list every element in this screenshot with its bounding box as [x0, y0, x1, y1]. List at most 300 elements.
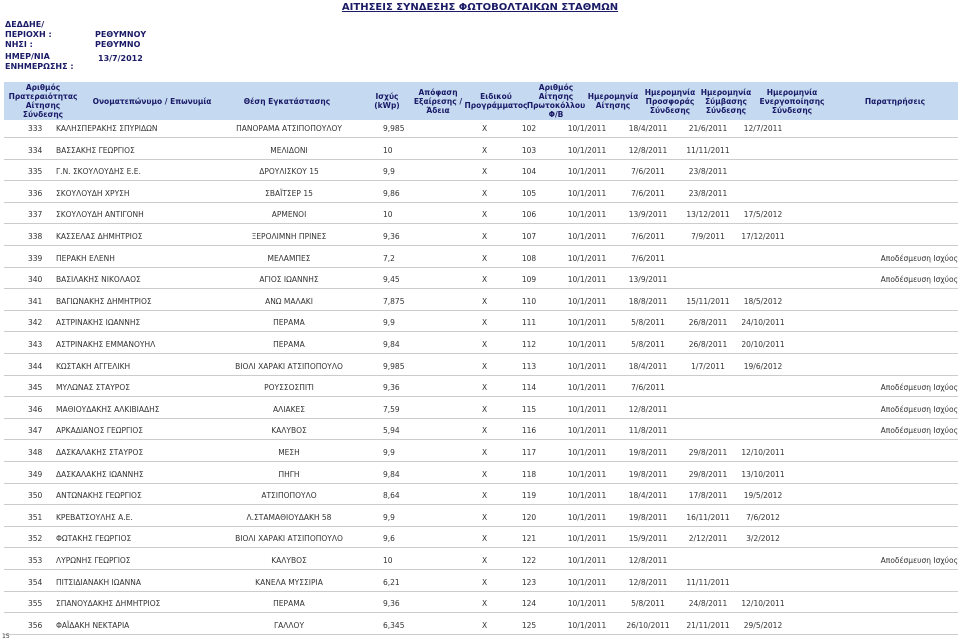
cell-d1: 10/1/2011	[567, 124, 607, 133]
cell-d1: 10/1/2011	[567, 253, 607, 263]
cell-d2: 18/4/2011	[628, 491, 668, 501]
cell-kw: 5,94	[383, 426, 400, 436]
cell-d3: 21/11/2011	[686, 620, 730, 630]
region-label: ΠΕΡΙΟΧΗ :	[5, 30, 52, 39]
cell-kw: 9,36	[383, 383, 400, 393]
table-row	[4, 595, 958, 613]
cell-d2: 7/6/2011	[631, 232, 665, 241]
table-row	[4, 293, 958, 311]
cell-d1: 10/1/2011	[567, 491, 607, 501]
cell-d1: 10/1/2011	[567, 512, 607, 522]
col-priority: Αριθμός Πρατεραιότητας Αίτησης Σύνδεσης	[8, 83, 78, 119]
cell-x: X	[482, 404, 488, 414]
cell-ei: 117	[521, 448, 537, 457]
cell-d1: 10/1/2011	[567, 426, 607, 436]
row-divider	[4, 137, 958, 138]
cell-note: Αποδέσμευση Ισχύος	[880, 426, 958, 436]
cell-d3: 21/6/2011	[688, 124, 728, 133]
table-row	[4, 228, 958, 246]
cell-d4: 20/10/2011	[741, 340, 785, 349]
cell-d1: 10/1/2011	[567, 232, 607, 241]
cell-ei: 104	[521, 167, 537, 177]
cell-note: Αποδέσμευση Ισχύος	[880, 404, 958, 414]
row-divider	[4, 418, 958, 419]
cell-loc: ΑΡΜΕΝΟΙ	[271, 210, 307, 220]
row-divider	[4, 547, 958, 548]
cell-x: X	[482, 512, 488, 522]
cell-d2: 15/9/2011	[628, 534, 668, 544]
cell-ei: 123	[521, 577, 537, 587]
cell-ei: 111	[521, 318, 537, 328]
cell-loc: ΜΕΛΙΔΟΝΙ	[270, 145, 308, 155]
cell-ei: 118	[521, 469, 537, 479]
cell-name: ΔΑΣΚΑΛΑΚΗΣ ΣΤΑΥΡΟΣ	[56, 448, 144, 457]
cell-no: 347	[28, 426, 43, 436]
cell-no: 345	[28, 383, 43, 393]
cell-d1: 10/1/2011	[567, 210, 607, 220]
cell-loc: ΚΑΝΕΛΑ ΜΥΣΣΙΡΙΑ	[255, 577, 323, 587]
cell-d4: 19/5/2012	[743, 491, 783, 501]
cell-loc: ΠΕΡΑΜΑ	[273, 599, 305, 609]
cell-d1: 10/1/2011	[567, 167, 607, 177]
cell-x: X	[482, 534, 488, 544]
meta-island	[5, 40, 140, 50]
cell-d4: 17/5/2012	[743, 210, 783, 220]
table-row	[4, 358, 958, 376]
row-divider	[4, 288, 958, 289]
cell-d1: 10/1/2011	[567, 296, 607, 306]
table-row	[4, 444, 958, 462]
table-row	[4, 552, 958, 570]
island-label: ΝΗΣΙ :	[5, 40, 33, 49]
row-divider	[4, 159, 958, 160]
cell-loc: ΓΑΛΛΟΥ	[273, 620, 305, 630]
cell-loc: ΡΟΥΣΣΟΣΠΙΤΙ	[264, 383, 314, 393]
cell-kw: 7,59	[383, 404, 400, 414]
cell-d3: 24/8/2011	[688, 599, 728, 609]
cell-d3: 7/9/2011	[691, 232, 725, 241]
cell-loc: ΚΑΛΥΒΟΣ	[271, 556, 307, 565]
table-row	[4, 314, 958, 332]
cell-kw: 9,6	[383, 534, 395, 544]
cell-no: 356	[28, 620, 43, 630]
cell-ei: 120	[521, 512, 537, 522]
row-divider	[4, 591, 958, 592]
cell-loc: ΣΒΑΪΤΣΕΡ 15	[265, 188, 313, 198]
cell-name: ΑΡΚΑΔΙΑΝΟΣ ΓΕΩΡΓΙΟΣ	[56, 426, 144, 436]
table-row	[4, 617, 958, 635]
cell-loc: ΜΕΛΑΜΠΕΣ	[267, 253, 311, 263]
cell-x: X	[482, 448, 488, 457]
cell-ei: 119	[521, 491, 537, 501]
cell-no: 342	[28, 318, 43, 328]
table-row	[4, 574, 958, 592]
cell-kw: 9,9	[383, 318, 395, 328]
cell-d1: 10/1/2011	[567, 577, 607, 587]
col-application-date: Ημερομηνία Αίτησης	[587, 92, 639, 110]
cell-d4: 3/2/2012	[746, 534, 780, 544]
row-divider	[4, 331, 958, 332]
table-row	[4, 185, 958, 203]
cell-loc: ΑΛΙΑΚΕΣ	[273, 404, 305, 414]
cell-d2: 13/9/2011	[628, 210, 668, 220]
cell-d3: 13/12/2011	[686, 210, 730, 220]
cell-d1: 10/1/2011	[567, 534, 607, 544]
cell-kw: 7,2	[383, 253, 395, 263]
table-row	[4, 509, 958, 527]
cell-d2: 18/4/2011	[628, 361, 668, 371]
cell-d4: 18/5/2012	[743, 296, 783, 306]
cell-kw: 6,21	[383, 577, 400, 587]
table-row	[4, 379, 958, 397]
cell-kw: 9,985	[383, 124, 405, 133]
cell-name: ΣΠΑΝΟΥΔΑΚΗΣ ΔΗΜΗΤΡΙΟΣ	[56, 599, 161, 609]
cell-loc: ΜΕΣΗ	[278, 448, 300, 457]
cell-loc: ΠΕΡΑΜΑ	[273, 318, 305, 328]
cell-x: X	[482, 491, 488, 501]
cell-no: 355	[28, 599, 43, 609]
cell-d1: 10/1/2011	[567, 620, 607, 630]
cell-x: X	[482, 599, 488, 609]
table-row	[4, 466, 958, 484]
row-divider	[4, 504, 958, 505]
cell-no: 344	[28, 361, 43, 371]
cell-kw: 9,9	[383, 167, 395, 177]
cell-loc: ΑΝΩ ΜΑΛΑΚΙ	[265, 296, 313, 306]
cell-ei: 103	[521, 145, 537, 155]
cell-d1: 10/1/2011	[567, 361, 607, 371]
cell-no: 339	[28, 253, 43, 263]
cell-ei: 122	[521, 556, 537, 565]
cell-no: 341	[28, 296, 43, 306]
col-location: Θέση Εγκατάστασης	[243, 96, 331, 106]
cell-note: Αποδέσμευση Ισχύος	[880, 275, 958, 285]
document-title: ΑΙΤΗΣΕΙΣ ΣΥΝΔΕΣΗΣ ΦΩΤΟΒΟΛΤΑΙΚΩΝ ΣΤΑΘΜΩΝ	[341, 2, 619, 13]
cell-d4: 17/12/2011	[741, 232, 785, 241]
cell-d1: 10/1/2011	[567, 448, 607, 457]
cell-ei: 124	[521, 599, 537, 609]
cell-d2: 7/6/2011	[631, 253, 665, 263]
cell-kw: 7,875	[383, 296, 405, 306]
cell-note: Αποδέσμευση Ισχύος	[880, 556, 958, 565]
cell-name: ΑΣΤΡΙΝΑΚΗΣ ΕΜΜΑΝΟΥΗΛ	[56, 340, 156, 349]
col-activation-date: Ημερομηνία Ενεργοποίησης Σύνδεσης	[759, 87, 825, 115]
col-remarks: Παρατηρήσεις	[864, 96, 926, 106]
table-row	[4, 250, 958, 268]
row-divider	[4, 612, 958, 613]
col-offer-date: Ημερομηνία Προσφοράς Σύνδεσης	[644, 87, 696, 115]
cell-name: ΒΑΓΙΩΝΑΚΗΣ ΔΗΜΗΤΡΙΟΣ	[56, 296, 152, 306]
cell-kw: 10	[383, 556, 393, 565]
cell-loc: ΠΑΝΟΡΑΜΑ ΑΤΣΙΠΟΠΟΥΛΟΥ	[236, 124, 342, 133]
cell-kw: 9,45	[383, 275, 400, 285]
cell-d3: 16/11/2011	[686, 512, 730, 522]
cell-name: ΒΑΣΙΛΑΚΗΣ ΝΙΚΟΛΑΟΣ	[56, 275, 141, 285]
cell-d2: 12/8/2011	[628, 577, 668, 587]
cell-d3: 26/8/2011	[688, 340, 728, 349]
island-value: ΡΕΘΥΜΝΟ	[95, 40, 141, 49]
cell-name: Γ.Ν. ΣΚΟΥΛΟΥΔΗΣ Ε.Ε.	[56, 167, 141, 177]
cell-d4: 19/6/2012	[743, 361, 783, 371]
cell-d3: 17/8/2011	[688, 491, 728, 501]
cell-ei: 105	[521, 188, 537, 198]
cell-name: ΦΑΪΔΑΚΗ ΝΕΚΤΑΡΙΑ	[56, 620, 130, 630]
row-divider	[4, 245, 958, 246]
row-divider	[4, 267, 958, 268]
cell-kw: 9,9	[383, 448, 395, 457]
cell-x: X	[482, 383, 488, 393]
cell-ei: 109	[521, 275, 537, 285]
cell-d2: 5/8/2011	[631, 318, 665, 328]
cell-kw: 9,36	[383, 599, 400, 609]
cell-no: 346	[28, 404, 43, 414]
cell-x: X	[482, 620, 488, 630]
cell-x: X	[482, 210, 488, 220]
cell-d3: 26/8/2011	[688, 318, 728, 328]
cell-no: 334	[28, 145, 43, 155]
cell-x: X	[482, 556, 488, 565]
cell-d2: 19/8/2011	[628, 448, 668, 457]
cell-no: 335	[28, 167, 43, 177]
cell-loc: ΔΡΟΥΛΙΣΚΟΥ 15	[259, 167, 319, 177]
cell-d2: 12/8/2011	[628, 404, 668, 414]
cell-d4: 12/10/2011	[741, 599, 785, 609]
meta-department	[5, 20, 44, 30]
col-contract-date: Ημερομηνία Σύμβασης Σύνδεσης	[700, 87, 752, 115]
cell-x: X	[482, 361, 488, 371]
region-value: ΡΕΘΥΜΝΟΥ	[95, 30, 147, 39]
cell-ei: 107	[521, 232, 537, 241]
row-divider	[4, 461, 958, 462]
cell-loc: ΑΓΙΟΣ ΙΩΑΝΝΗΣ	[259, 275, 319, 285]
cell-kw: 8,64	[383, 491, 400, 501]
cell-x: X	[482, 124, 488, 133]
cell-d2: 12/8/2011	[628, 145, 668, 155]
cell-name: ΑΣΤΡΙΝΑΚΗΣ ΙΩΑΝΝΗΣ	[56, 318, 141, 328]
table-row	[4, 120, 958, 138]
cell-ei: 110	[521, 296, 537, 306]
cell-d2: 18/8/2011	[628, 296, 668, 306]
table-row	[4, 336, 958, 354]
cell-x: X	[482, 167, 488, 177]
cell-d3: 23/8/2011	[688, 167, 728, 177]
meta-date-label	[5, 52, 74, 72]
cell-note: Αποδέσμευση Ισχύος	[880, 253, 958, 263]
cell-no: 353	[28, 556, 43, 565]
cell-no: 340	[28, 275, 43, 285]
cell-d4: 29/5/2012	[743, 620, 783, 630]
cell-ei: 113	[521, 361, 537, 371]
cell-d2: 19/8/2011	[628, 512, 668, 522]
cell-name: ΠΕΡΑΚΗ ΕΛΕΝΗ	[56, 253, 115, 263]
date-label-line2: ΕΝΗΜΕΡΩΣΗΣ :	[5, 62, 74, 71]
cell-no: 333	[28, 124, 43, 133]
cell-ei: 102	[521, 124, 537, 133]
cell-kw: 9,86	[383, 188, 400, 198]
cell-d2: 5/8/2011	[631, 599, 665, 609]
cell-ei: 106	[521, 210, 537, 220]
page-number: 15	[2, 633, 10, 640]
cell-d2: 7/6/2011	[631, 167, 665, 177]
cell-ei: 112	[521, 340, 537, 349]
cell-d2: 18/4/2011	[628, 124, 668, 133]
cell-d2: 5/8/2011	[631, 340, 665, 349]
cell-no: 343	[28, 340, 43, 349]
cell-no: 354	[28, 577, 43, 587]
cell-x: X	[482, 296, 488, 306]
cell-d2: 26/10/2011	[626, 620, 670, 630]
cell-name: ΚΡΕΒΑΤΣΟΥΛΗΣ Α.Ε.	[56, 512, 133, 522]
department-label: ΔΕΔΔΗΕ/	[5, 20, 45, 29]
table-row	[4, 163, 958, 181]
table-row	[4, 422, 958, 440]
cell-d2: 12/8/2011	[628, 556, 668, 565]
cell-d3: 11/11/2011	[686, 577, 730, 587]
cell-ei: 108	[521, 253, 537, 263]
cell-name: ΠΙΤΣΙΔΙΑΝΑΚΗ ΙΩΑΝΝΑ	[56, 577, 141, 587]
cell-d1: 10/1/2011	[567, 383, 607, 393]
cell-name: ΜΑΘΙΟΥΔΑΚΗΣ ΑΛΚΙΒΙΑΔΗΣ	[56, 404, 160, 414]
cell-loc: ΠΕΡΑΜΑ	[273, 340, 305, 349]
cell-name: ΛΥΡΩΝΗΣ ΓΕΩΡΓΙΟΣ	[56, 556, 131, 565]
row-divider	[4, 569, 958, 570]
cell-d3: 29/8/2011	[688, 469, 728, 479]
cell-x: X	[482, 340, 488, 349]
row-divider	[4, 223, 958, 224]
cell-x: X	[482, 426, 488, 436]
cell-loc: ΠΗΓΗ	[278, 469, 300, 479]
cell-d1: 10/1/2011	[567, 275, 607, 285]
cell-no: 336	[28, 188, 43, 198]
cell-loc: ΞΕΡΟΛΙΜΝΗ ΠΡΙΝΕΣ	[251, 232, 327, 241]
cell-name: ΜΥΛΩΝΑΣ ΣΤΑΥΡΟΣ	[56, 383, 130, 393]
cell-d1: 10/1/2011	[567, 188, 607, 198]
cell-d3: 23/8/2011	[688, 188, 728, 198]
cell-d2: 13/9/2011	[628, 275, 668, 285]
row-divider	[4, 396, 958, 397]
cell-ei: 114	[521, 383, 537, 393]
cell-kw: 6,345	[383, 620, 405, 630]
cell-name: ΚΩΣΤΑΚΗ ΑΓΓΕΛΙΚΗ	[56, 361, 131, 371]
cell-ei: 116	[521, 426, 537, 436]
cell-d1: 10/1/2011	[567, 318, 607, 328]
col-special-program: Ειδικού Προγράμματος	[464, 92, 528, 110]
cell-x: X	[482, 577, 488, 587]
cell-d2: 7/6/2011	[631, 188, 665, 198]
table-row	[4, 530, 958, 548]
cell-kw: 10	[383, 210, 393, 220]
cell-d4: 12/7/2011	[743, 124, 783, 133]
cell-d4: 7/6/2012	[746, 512, 780, 522]
cell-d1: 10/1/2011	[567, 340, 607, 349]
cell-x: X	[482, 469, 488, 479]
date-label-line1: ΗΜΕΡ/ΝΙΑ	[5, 52, 50, 61]
cell-d4: 12/10/2011	[741, 448, 785, 457]
cell-d3: 2/12/2011	[688, 534, 728, 544]
table-row	[4, 271, 958, 289]
cell-d1: 10/1/2011	[567, 469, 607, 479]
cell-name: ΒΑΣΣΑΚΗΣ ΓΕΩΡΓΙΟΣ	[56, 145, 135, 155]
cell-x: X	[482, 232, 488, 241]
cell-no: 350	[28, 491, 43, 501]
row-divider	[4, 483, 958, 484]
meta-region	[5, 30, 146, 40]
row-divider	[4, 375, 958, 376]
cell-d1: 10/1/2011	[567, 404, 607, 414]
cell-loc: Λ.ΣΤΑΜΑΘΙΟΥΔΑΚΗ 58	[246, 512, 332, 522]
row-divider	[4, 310, 958, 311]
update-date-value: 13/7/2012	[98, 54, 143, 63]
table-row	[4, 206, 958, 224]
cell-no: 352	[28, 534, 43, 544]
cell-d2: 19/8/2011	[628, 469, 668, 479]
cell-ei: 115	[521, 404, 537, 414]
cell-ei: 121	[521, 534, 537, 544]
cell-x: X	[482, 275, 488, 285]
row-divider	[4, 202, 958, 203]
cell-kw: 9,9	[383, 512, 395, 522]
cell-no: 348	[28, 448, 43, 457]
cell-ei: 125	[521, 620, 537, 630]
cell-loc: ΑΤΣΙΠΟΠΟΥΛΟ	[261, 491, 317, 501]
cell-no: 351	[28, 512, 43, 522]
col-protocol-number: Αριθμός Αίτησης Πρωτοκόλλου Φ/Β	[526, 83, 586, 119]
cell-no: 338	[28, 232, 43, 241]
cell-x: X	[482, 318, 488, 328]
cell-x: X	[482, 188, 488, 198]
cell-d1: 10/1/2011	[567, 599, 607, 609]
cell-kw: 9,36	[383, 232, 400, 241]
cell-d3: 29/8/2011	[688, 448, 728, 457]
table-row	[4, 487, 958, 505]
col-exemption: Απόφαση Εξαίρεσης / Άδεια	[413, 87, 463, 115]
cell-name: ΔΑΣΚΑΛΑΚΗΣ ΙΩΑΝΝΗΣ	[56, 469, 144, 479]
cell-d2: 7/6/2011	[631, 383, 665, 393]
cell-loc: ΒΙΟΛΙ ΧΑΡΑΚΙ ΑΤΣΙΠΟΠΟΥΛΟ	[235, 361, 343, 371]
cell-name: ΣΚΟΥΛΟΥΔΗ ΑΝΤΙΓΟΝΗ	[56, 210, 144, 220]
cell-d4: 24/10/2011	[741, 318, 785, 328]
cell-kw: 9,985	[383, 361, 405, 371]
col-name: Ονοματεπώνυμο / Επωνυμία	[92, 96, 212, 106]
cell-name: ΚΑΣΣΕΛΑΣ ΔΗΜΗΤΡΙΟΣ	[56, 232, 143, 241]
cell-no: 349	[28, 469, 43, 479]
table-row	[4, 142, 958, 160]
cell-d1: 10/1/2011	[567, 556, 607, 565]
cell-name: ΦΩΤΑΚΗΣ ΓΕΩΡΓΙΟΣ	[56, 534, 132, 544]
cell-d3: 15/11/2011	[686, 296, 730, 306]
col-power: Ισχύς (kWp)	[374, 92, 400, 110]
cell-name: ΚΑΛΗΣΠΕΡΑΚΗΣ ΣΠΥΡΙΔΩΝ	[56, 124, 158, 133]
table-row	[4, 401, 958, 419]
cell-d3: 1/7/2011	[691, 361, 725, 371]
cell-note: Αποδέσμευση Ισχύος	[880, 383, 958, 393]
cell-kw: 9,84	[383, 469, 400, 479]
row-divider	[4, 180, 958, 181]
row-divider	[4, 526, 958, 527]
row-divider	[4, 439, 958, 440]
cell-name: ΣΚΟΥΛΟΥΔΗ ΧΡΥΣΗ	[56, 188, 130, 198]
row-divider	[4, 353, 958, 354]
cell-kw: 10	[383, 145, 393, 155]
row-divider	[4, 634, 958, 635]
cell-kw: 9,84	[383, 340, 400, 349]
cell-name: ΑΝΤΩΝΑΚΗΣ ΓΕΩΡΓΙΟΣ	[56, 491, 142, 501]
cell-d2: 11/8/2011	[628, 426, 668, 436]
cell-d3: 11/11/2011	[686, 145, 730, 155]
cell-no: 337	[28, 210, 43, 220]
cell-x: X	[482, 145, 488, 155]
cell-loc: ΒΙΟΛΙ ΧΑΡΑΚΙ ΑΤΣΙΠΟΠΟΥΛΟ	[235, 534, 343, 544]
